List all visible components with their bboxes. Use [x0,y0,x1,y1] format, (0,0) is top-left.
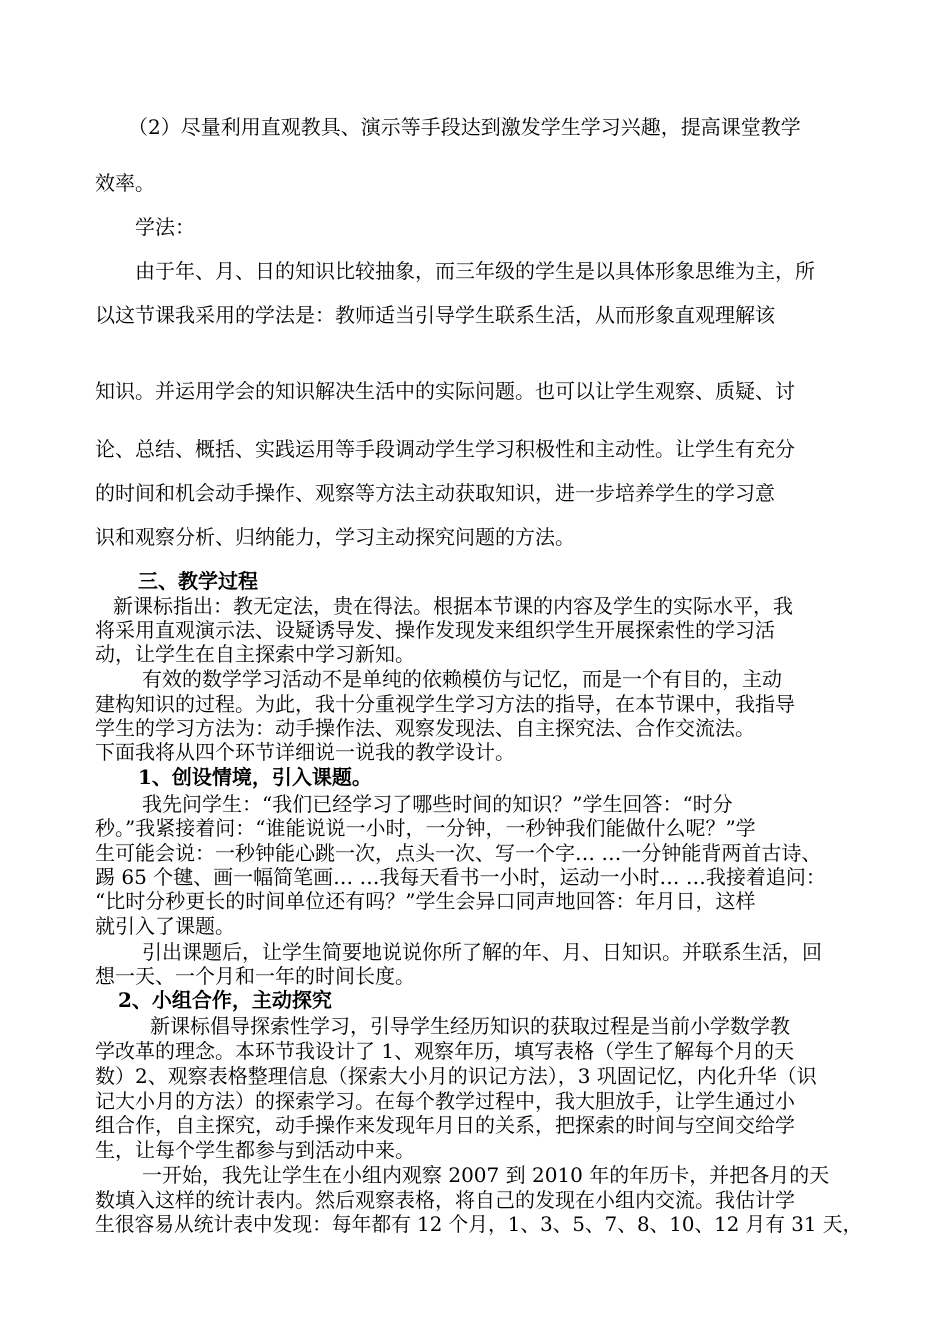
text-line: 数）2、观察表格整理信息（探索大小月的识记方法），3 巩固记忆，内化升华（识 [95,1064,817,1088]
text-line: 想一天、一个月和一年的时间长度。 [95,964,415,988]
text-line: 建构知识的过程。为此，我十分重视学生学习方法的指导，在本节课中，我指导 [95,692,795,716]
text-line: 生很容易从统计表中发现：每年都有 12 个月，1、3、5、7、8、10、12 月有 31 天， [95,1212,863,1236]
text-line: 学改革的理念。本环节我设计了 1、观察年历，填写表格（学生了解每个月的天 [95,1039,795,1063]
text-line: 学法： [135,215,195,239]
text-line: 的时间和机会动手操作、观察等方法主动获取知识，进一步培养学生的学习意 [95,481,775,505]
text-line: 效率。 [95,171,155,195]
text-line: 组合作，自主探究，动手操作来发现年月日的关系，把探索的时间与空间交给学 [95,1113,795,1137]
text-line: 新课标指出：教无定法，贵在得法。根据本节课的内容及学生的实际水平，我 [113,594,793,618]
text-line: 识和观察分析、归纳能力，学习主动探究问题的方法。 [95,525,575,549]
text-line: 一开始，我先让学生在小组内观察 2007 到 2010 年的年历卡，并把各月的天 [142,1163,830,1187]
text-line: 学生的学习方法为：动手操作法、观察发现法、自主探究法、合作交流法。 [95,716,755,740]
text-line: “比时分秒更长的时间单位还有吗？”学生会异口同声地回答：年月日，这样 [95,889,756,913]
text-line: 动，让学生在自主探索中学习新知。 [95,642,415,666]
text-line: 由于年、月、日的知识比较抽象，而三年级的学生是以具体形象思维为主，所 [135,259,815,283]
text-line: 就引入了课题。 [95,914,235,938]
text-line: 生可能会说：一秒钟能心跳一次，点头一次、写一个字… …一分钟能背两首古诗、 [95,841,822,865]
text-line: 我先问学生：“我们已经学习了哪些时间的知识？”学生回答：“时分 [142,792,733,816]
section-heading: 三、教学过程 [138,569,258,593]
text-line: 生，让每个学生都参与到活动中来。 [95,1138,415,1162]
text-line: 知识。并运用学会的知识解决生活中的实际问题。也可以让学生观察、质疑、讨 [95,379,795,403]
subsection-heading: 2、小组合作，主动探究 [118,988,332,1012]
text-line: 以这节课我采用的学法是：教师适当引导学生联系生活，从而形象直观理解该 [95,303,775,327]
text-line: 论、总结、概括、实践运用等手段调动学生学习积极性和主动性。让学生有充分 [95,437,795,461]
text-line: 将采用直观演示法、设疑诱导发、操作发现发来组织学生开展探索性的学习活 [95,618,775,642]
text-line: 新课标倡导探索性学习，引导学生经历知识的获取过程是当前小学数学教 [150,1014,790,1038]
text-line: （2）尽量利用直观教具、演示等手段达到激发学生学习兴趣，提高课堂教学 [128,115,801,139]
text-line: 踢 65 个毽、画一幅简笔画… …我每天看书一小时，运动一小时… …我接着追问： [95,865,826,889]
text-line: 数填入这样的统计表内。然后观察表格，将自己的发现在小组内交流。我估计学 [95,1188,795,1212]
text-line: 下面我将从四个环节详细说一说我的教学设计。 [95,740,515,764]
text-line: 有效的数学学习活动不是单纯的依赖模仿与记忆，而是一个有目的，主动 [142,667,782,691]
text-line: 引出课题后，让学生简要地说说你所了解的年、月、日知识。并联系生活，回 [142,940,822,964]
text-line: 秒。”我紧接着问：“谁能说说一小时，一分钟，一秒钟我们能做什么呢？”学 [95,816,756,840]
text-line: 记大小月的方法）的探索学习。在每个教学过程中，我大胆放手，让学生通过小 [95,1089,795,1113]
subsection-heading: 1、创设情境，引入课题。 [138,765,372,789]
